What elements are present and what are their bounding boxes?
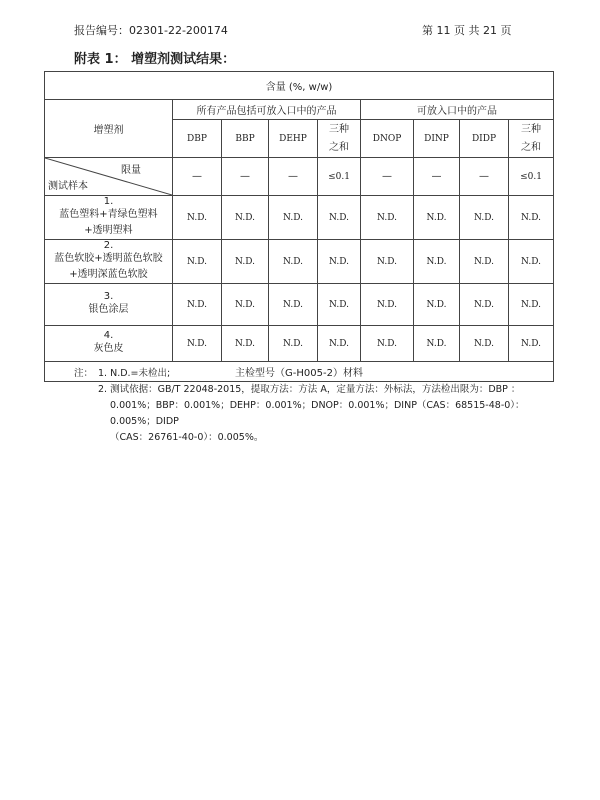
sample-number: 3. xyxy=(103,291,114,302)
result-cell: N.D. xyxy=(361,284,414,326)
sample-name xyxy=(45,326,173,362)
result-cell: N.D. xyxy=(460,284,509,326)
report-number-label: 报告编号： xyxy=(74,24,129,37)
col-header: BBP xyxy=(222,120,269,158)
plasticizer-label: 增塑剂 xyxy=(45,100,173,158)
table-row xyxy=(45,284,554,326)
result-cell: N.D. xyxy=(361,326,414,362)
col-header: 三种之和 xyxy=(509,120,554,158)
limit-value: — xyxy=(460,158,509,196)
limit-label: 限量 xyxy=(121,165,141,176)
notes xyxy=(74,366,544,446)
sample-description: 蓝色塑料+青绿色塑料+透明塑料 xyxy=(59,209,158,236)
note-1: 1. N.D.=未检出; xyxy=(98,368,171,379)
limit-value: — xyxy=(173,158,222,196)
result-cell: N.D. xyxy=(460,196,509,240)
table-row xyxy=(45,326,554,362)
page-info: 第 11 页 共 21 页 xyxy=(422,24,512,37)
result-cell: N.D. xyxy=(222,240,269,284)
result-cell: N.D. xyxy=(509,196,554,240)
limit-value: — xyxy=(361,158,414,196)
col-header: DNOP xyxy=(361,120,414,158)
note-2-line-1: 2. 测试依据：GB/T 22048-2015，提取方法：方法 A，定量方法：外标法，方法检出限为：DBP ： xyxy=(98,384,521,395)
sample-number: 1. xyxy=(103,196,114,207)
col-header: 三种之和 xyxy=(318,120,361,158)
result-cell: N.D. xyxy=(318,240,361,284)
report-number xyxy=(74,22,228,38)
group-mouth-products: 可放入口中的产品 xyxy=(361,100,554,120)
limit-value: ≤0.1 xyxy=(318,158,361,196)
sample-description: 银色涂层 xyxy=(88,304,129,315)
report-number-value: 02301-22-200174 xyxy=(129,24,228,37)
limit-value: — xyxy=(222,158,269,196)
result-cell: N.D. xyxy=(460,240,509,284)
result-cell: N.D. xyxy=(509,284,554,326)
result-cell: N.D. xyxy=(269,240,318,284)
result-cell: N.D. xyxy=(414,196,460,240)
result-cell: N.D. xyxy=(173,284,222,326)
col-header: DEHP xyxy=(269,120,318,158)
result-cell: N.D. xyxy=(414,284,460,326)
result-cell: N.D. xyxy=(318,284,361,326)
sample-name xyxy=(45,284,173,326)
result-cell: N.D. xyxy=(509,240,554,284)
limit-value: — xyxy=(414,158,460,196)
result-cell: N.D. xyxy=(318,326,361,362)
table-title: 附表 1： 增塑剂测试结果： xyxy=(74,52,236,67)
sample-name xyxy=(45,196,173,240)
sample-number: 4. xyxy=(103,330,114,341)
sample-name xyxy=(45,240,173,284)
plasticizer-results-table xyxy=(44,71,554,382)
result-cell: N.D. xyxy=(269,196,318,240)
result-cell: N.D. xyxy=(509,326,554,362)
col-header: DINP xyxy=(414,120,460,158)
result-cell: N.D. xyxy=(361,240,414,284)
limit-value: ≤0.1 xyxy=(509,158,554,196)
group-all-products: 所有产品包括可放入口中的产品 xyxy=(173,100,361,120)
result-cell: N.D. xyxy=(269,284,318,326)
table-row xyxy=(45,240,554,284)
table-row xyxy=(45,196,554,240)
sample-description: 蓝色软胶+透明蓝色软胶+透明深蓝色软胶 xyxy=(54,253,163,280)
sample-label: 测试样本 xyxy=(48,181,88,192)
result-cell: N.D. xyxy=(269,326,318,362)
result-cell: N.D. xyxy=(222,284,269,326)
result-cell: N.D. xyxy=(414,326,460,362)
table-footer: 主检型号（G-H005-2）材料 xyxy=(45,362,554,382)
result-cell: N.D. xyxy=(173,196,222,240)
limit-value: — xyxy=(269,158,318,196)
note-2-line-2: 0.001%；BBP：0.001%；DEHP：0.001%；DNOP：0.001%；DINP（CAS：68515-48-0）：0.005%；DIDP xyxy=(110,400,525,427)
result-cell: N.D. xyxy=(361,196,414,240)
result-cell: N.D. xyxy=(460,326,509,362)
result-cell: N.D. xyxy=(222,196,269,240)
sample-number: 2. xyxy=(103,240,114,251)
result-cell: N.D. xyxy=(222,326,269,362)
sample-description: 灰色皮 xyxy=(93,343,124,354)
result-cell: N.D. xyxy=(173,326,222,362)
limit-sample-corner xyxy=(45,158,173,196)
result-cell: N.D. xyxy=(318,196,361,240)
result-cell: N.D. xyxy=(173,240,222,284)
content-header: 含量 (%, w/w) xyxy=(45,72,554,100)
col-header: DIDP xyxy=(460,120,509,158)
result-cell: N.D. xyxy=(414,240,460,284)
col-header: DBP xyxy=(173,120,222,158)
note-2-line-3: （CAS：26761-40-0）：0.005%。 xyxy=(110,432,264,443)
notes-label: 注： xyxy=(74,368,94,379)
